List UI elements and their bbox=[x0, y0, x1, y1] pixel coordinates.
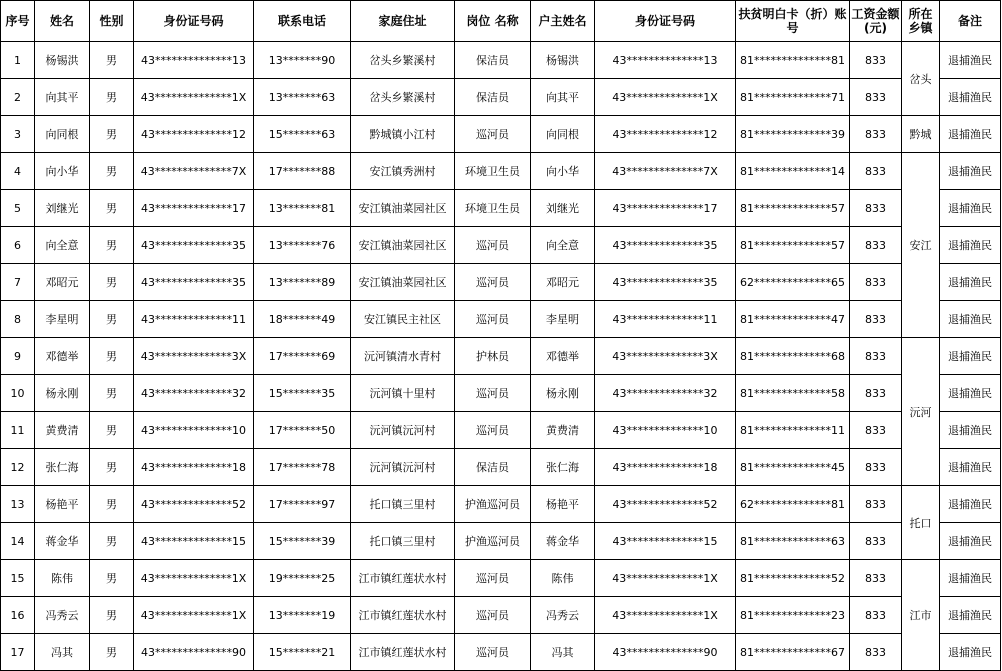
cell-address: 黔城镇小江村 bbox=[351, 116, 455, 153]
table-row bbox=[1, 375, 1001, 412]
header-phone: 联系电话 bbox=[254, 1, 351, 42]
cell-position: 保洁员 bbox=[455, 79, 531, 116]
cell-phone: 13*******90 bbox=[254, 42, 351, 79]
cell-householder: 陈伟 bbox=[531, 560, 595, 597]
cell-address: 沅河镇十里村 bbox=[351, 375, 455, 412]
cell-householder: 邓德举 bbox=[531, 338, 595, 375]
cell-phone: 15*******63 bbox=[254, 116, 351, 153]
cell-bank-account: 81**************47 bbox=[736, 301, 850, 338]
cell-seq: 3 bbox=[1, 116, 35, 153]
cell-householder-id: 43**************35 bbox=[595, 264, 736, 301]
cell-phone: 17*******88 bbox=[254, 153, 351, 190]
cell-householder-id: 43**************1X bbox=[595, 560, 736, 597]
cell-note: 退捕渔民 bbox=[940, 301, 1001, 338]
cell-bank-account: 81**************45 bbox=[736, 449, 850, 486]
cell-address: 江市镇红莲状水村 bbox=[351, 597, 455, 634]
cell-phone: 19*******25 bbox=[254, 560, 351, 597]
cell-gender: 男 bbox=[90, 375, 134, 412]
cell-address: 托口镇三里村 bbox=[351, 523, 455, 560]
header-gender: 性别 bbox=[90, 1, 134, 42]
cell-salary: 833 bbox=[850, 153, 902, 190]
table-row bbox=[1, 338, 1001, 375]
cell-phone: 13*******89 bbox=[254, 264, 351, 301]
cell-position: 巡河员 bbox=[455, 597, 531, 634]
cell-note: 退捕渔民 bbox=[940, 42, 1001, 79]
cell-id-number: 43**************18 bbox=[134, 449, 254, 486]
cell-bank-account: 81**************23 bbox=[736, 597, 850, 634]
cell-bank-account: 62**************65 bbox=[736, 264, 850, 301]
cell-householder-id: 43**************10 bbox=[595, 412, 736, 449]
cell-seq: 17 bbox=[1, 634, 35, 671]
header-note: 备注 bbox=[940, 1, 1001, 42]
cell-position: 保洁员 bbox=[455, 42, 531, 79]
cell-address: 安江镇秀洲村 bbox=[351, 153, 455, 190]
cell-position: 巡河员 bbox=[455, 412, 531, 449]
cell-township: 沅河 bbox=[902, 338, 940, 486]
cell-position: 巡河员 bbox=[455, 301, 531, 338]
table-row bbox=[1, 634, 1001, 671]
cell-seq: 10 bbox=[1, 375, 35, 412]
cell-seq: 7 bbox=[1, 264, 35, 301]
cell-township: 岔头 bbox=[902, 42, 940, 116]
cell-address: 托口镇三里村 bbox=[351, 486, 455, 523]
cell-note: 退捕渔民 bbox=[940, 116, 1001, 153]
cell-id-number: 43**************3X bbox=[134, 338, 254, 375]
cell-phone: 15*******39 bbox=[254, 523, 351, 560]
header-id-number: 身份证号码 bbox=[134, 1, 254, 42]
cell-householder-id: 43**************15 bbox=[595, 523, 736, 560]
cell-bank-account: 81**************58 bbox=[736, 375, 850, 412]
cell-id-number: 43**************13 bbox=[134, 42, 254, 79]
cell-bank-account: 81**************14 bbox=[736, 153, 850, 190]
cell-salary: 833 bbox=[850, 412, 902, 449]
cell-bank-account: 81**************11 bbox=[736, 412, 850, 449]
cell-note: 退捕渔民 bbox=[940, 190, 1001, 227]
cell-position: 巡河员 bbox=[455, 116, 531, 153]
cell-gender: 男 bbox=[90, 523, 134, 560]
cell-seq: 8 bbox=[1, 301, 35, 338]
cell-id-number: 43**************35 bbox=[134, 227, 254, 264]
header-householder: 户主姓名 bbox=[531, 1, 595, 42]
cell-gender: 男 bbox=[90, 116, 134, 153]
cell-position: 护林员 bbox=[455, 338, 531, 375]
cell-position: 巡河员 bbox=[455, 560, 531, 597]
cell-bank-account: 81**************57 bbox=[736, 227, 850, 264]
cell-id-number: 43**************52 bbox=[134, 486, 254, 523]
cell-phone: 17*******69 bbox=[254, 338, 351, 375]
cell-gender: 男 bbox=[90, 79, 134, 116]
cell-position: 巡河员 bbox=[455, 227, 531, 264]
cell-salary: 833 bbox=[850, 227, 902, 264]
table-row bbox=[1, 264, 1001, 301]
cell-note: 退捕渔民 bbox=[940, 449, 1001, 486]
cell-seq: 16 bbox=[1, 597, 35, 634]
cell-bank-account: 81**************52 bbox=[736, 560, 850, 597]
cell-address: 江市镇红莲状水村 bbox=[351, 560, 455, 597]
cell-householder-id: 43**************35 bbox=[595, 227, 736, 264]
cell-householder-id: 43**************32 bbox=[595, 375, 736, 412]
cell-gender: 男 bbox=[90, 338, 134, 375]
cell-householder-id: 43**************11 bbox=[595, 301, 736, 338]
cell-note: 退捕渔民 bbox=[940, 634, 1001, 671]
table-row bbox=[1, 523, 1001, 560]
cell-phone: 18*******49 bbox=[254, 301, 351, 338]
cell-name: 向其平 bbox=[35, 79, 90, 116]
cell-householder-id: 43**************12 bbox=[595, 116, 736, 153]
header-householder-id: 身份证号码 bbox=[595, 1, 736, 42]
cell-gender: 男 bbox=[90, 227, 134, 264]
header-salary: 工资金额(元) bbox=[850, 1, 902, 42]
cell-bank-account: 81**************63 bbox=[736, 523, 850, 560]
cell-position: 巡河员 bbox=[455, 634, 531, 671]
cell-salary: 833 bbox=[850, 560, 902, 597]
cell-name: 蒋金华 bbox=[35, 523, 90, 560]
cell-salary: 833 bbox=[850, 634, 902, 671]
cell-note: 退捕渔民 bbox=[940, 412, 1001, 449]
cell-name: 黄费清 bbox=[35, 412, 90, 449]
cell-bank-account: 81**************57 bbox=[736, 190, 850, 227]
cell-name: 冯秀云 bbox=[35, 597, 90, 634]
cell-id-number: 43**************12 bbox=[134, 116, 254, 153]
cell-address: 沅河镇沅河村 bbox=[351, 449, 455, 486]
cell-phone: 15*******21 bbox=[254, 634, 351, 671]
cell-name: 向小华 bbox=[35, 153, 90, 190]
cell-householder-id: 43**************17 bbox=[595, 190, 736, 227]
cell-position: 护渔巡河员 bbox=[455, 523, 531, 560]
cell-name: 向全意 bbox=[35, 227, 90, 264]
cell-householder-id: 43**************7X bbox=[595, 153, 736, 190]
cell-phone: 13*******19 bbox=[254, 597, 351, 634]
cell-householder: 向小华 bbox=[531, 153, 595, 190]
cell-township: 江市 bbox=[902, 560, 940, 671]
cell-id-number: 43**************10 bbox=[134, 412, 254, 449]
cell-address: 江市镇红莲状水村 bbox=[351, 634, 455, 671]
roster-body bbox=[1, 42, 1001, 671]
cell-name: 杨锡洪 bbox=[35, 42, 90, 79]
cell-householder: 向同根 bbox=[531, 116, 595, 153]
cell-salary: 833 bbox=[850, 79, 902, 116]
cell-householder-id: 43**************52 bbox=[595, 486, 736, 523]
cell-address: 安江镇油菜园社区 bbox=[351, 264, 455, 301]
cell-bank-account: 81**************68 bbox=[736, 338, 850, 375]
cell-gender: 男 bbox=[90, 486, 134, 523]
cell-salary: 833 bbox=[850, 449, 902, 486]
cell-id-number: 43**************32 bbox=[134, 375, 254, 412]
cell-address: 安江镇民主社区 bbox=[351, 301, 455, 338]
cell-bank-account: 81**************81 bbox=[736, 42, 850, 79]
cell-householder: 张仁海 bbox=[531, 449, 595, 486]
cell-gender: 男 bbox=[90, 634, 134, 671]
cell-name: 邓德举 bbox=[35, 338, 90, 375]
cell-id-number: 43**************17 bbox=[134, 190, 254, 227]
header-row bbox=[1, 1, 1001, 42]
header-name: 姓名 bbox=[35, 1, 90, 42]
cell-householder: 蒋金华 bbox=[531, 523, 595, 560]
cell-township: 安江 bbox=[902, 153, 940, 338]
cell-position: 巡河员 bbox=[455, 264, 531, 301]
cell-salary: 833 bbox=[850, 264, 902, 301]
cell-position: 巡河员 bbox=[455, 375, 531, 412]
cell-gender: 男 bbox=[90, 301, 134, 338]
cell-householder: 杨锡洪 bbox=[531, 42, 595, 79]
cell-householder-id: 43**************3X bbox=[595, 338, 736, 375]
cell-name: 杨艳平 bbox=[35, 486, 90, 523]
cell-salary: 833 bbox=[850, 523, 902, 560]
cell-name: 刘继光 bbox=[35, 190, 90, 227]
table-row bbox=[1, 597, 1001, 634]
cell-salary: 833 bbox=[850, 338, 902, 375]
cell-phone: 13*******76 bbox=[254, 227, 351, 264]
cell-gender: 男 bbox=[90, 449, 134, 486]
cell-address: 岔头乡繁溪村 bbox=[351, 42, 455, 79]
table-row bbox=[1, 449, 1001, 486]
cell-note: 退捕渔民 bbox=[940, 227, 1001, 264]
header-township: 所在乡镇 bbox=[902, 1, 940, 42]
table-row bbox=[1, 153, 1001, 190]
table-row bbox=[1, 301, 1001, 338]
cell-position: 护渔巡河员 bbox=[455, 486, 531, 523]
header-position: 岗位 名称 bbox=[455, 1, 531, 42]
cell-name: 邓昭元 bbox=[35, 264, 90, 301]
cell-bank-account: 62**************81 bbox=[736, 486, 850, 523]
cell-salary: 833 bbox=[850, 301, 902, 338]
cell-name: 杨永刚 bbox=[35, 375, 90, 412]
table-row bbox=[1, 227, 1001, 264]
cell-seq: 15 bbox=[1, 560, 35, 597]
cell-seq: 1 bbox=[1, 42, 35, 79]
cell-gender: 男 bbox=[90, 153, 134, 190]
cell-householder-id: 43**************1X bbox=[595, 597, 736, 634]
cell-householder: 冯秀云 bbox=[531, 597, 595, 634]
cell-householder-id: 43**************18 bbox=[595, 449, 736, 486]
cell-note: 退捕渔民 bbox=[940, 153, 1001, 190]
cell-gender: 男 bbox=[90, 560, 134, 597]
cell-seq: 2 bbox=[1, 79, 35, 116]
cell-township: 托口 bbox=[902, 486, 940, 560]
cell-householder: 向其平 bbox=[531, 79, 595, 116]
cell-seq: 11 bbox=[1, 412, 35, 449]
cell-note: 退捕渔民 bbox=[940, 375, 1001, 412]
cell-address: 安江镇油菜园社区 bbox=[351, 227, 455, 264]
cell-seq: 14 bbox=[1, 523, 35, 560]
cell-id-number: 43**************11 bbox=[134, 301, 254, 338]
cell-salary: 833 bbox=[850, 375, 902, 412]
cell-id-number: 43**************1X bbox=[134, 560, 254, 597]
cell-householder: 黄费清 bbox=[531, 412, 595, 449]
cell-address: 安江镇油菜园社区 bbox=[351, 190, 455, 227]
cell-bank-account: 81**************39 bbox=[736, 116, 850, 153]
cell-note: 退捕渔民 bbox=[940, 597, 1001, 634]
cell-township: 黔城 bbox=[902, 116, 940, 153]
cell-gender: 男 bbox=[90, 264, 134, 301]
table-row bbox=[1, 190, 1001, 227]
table-row bbox=[1, 486, 1001, 523]
cell-householder: 杨永刚 bbox=[531, 375, 595, 412]
cell-id-number: 43**************1X bbox=[134, 79, 254, 116]
table-row bbox=[1, 79, 1001, 116]
cell-seq: 6 bbox=[1, 227, 35, 264]
cell-position: 环境卫生员 bbox=[455, 190, 531, 227]
cell-gender: 男 bbox=[90, 42, 134, 79]
cell-address: 沅河镇清水青村 bbox=[351, 338, 455, 375]
cell-gender: 男 bbox=[90, 190, 134, 227]
cell-name: 冯其 bbox=[35, 634, 90, 671]
cell-id-number: 43**************90 bbox=[134, 634, 254, 671]
cell-salary: 833 bbox=[850, 42, 902, 79]
cell-seq: 5 bbox=[1, 190, 35, 227]
cell-householder: 冯其 bbox=[531, 634, 595, 671]
cell-householder-id: 43**************1X bbox=[595, 79, 736, 116]
cell-householder: 邓昭元 bbox=[531, 264, 595, 301]
header-seq: 序号 bbox=[1, 1, 35, 42]
header-bank-account: 扶贫明白卡（折）账号 bbox=[736, 1, 850, 42]
cell-seq: 13 bbox=[1, 486, 35, 523]
cell-name: 向同根 bbox=[35, 116, 90, 153]
cell-gender: 男 bbox=[90, 597, 134, 634]
cell-address: 沅河镇沅河村 bbox=[351, 412, 455, 449]
cell-householder-id: 43**************13 bbox=[595, 42, 736, 79]
cell-bank-account: 81**************67 bbox=[736, 634, 850, 671]
cell-address: 岔头乡繁溪村 bbox=[351, 79, 455, 116]
table-row bbox=[1, 560, 1001, 597]
table-row bbox=[1, 412, 1001, 449]
cell-phone: 13*******63 bbox=[254, 79, 351, 116]
cell-id-number: 43**************7X bbox=[134, 153, 254, 190]
cell-salary: 833 bbox=[850, 116, 902, 153]
header-address: 家庭住址 bbox=[351, 1, 455, 42]
cell-phone: 17*******78 bbox=[254, 449, 351, 486]
cell-phone: 17*******50 bbox=[254, 412, 351, 449]
cell-note: 退捕渔民 bbox=[940, 338, 1001, 375]
cell-note: 退捕渔民 bbox=[940, 560, 1001, 597]
cell-phone: 13*******81 bbox=[254, 190, 351, 227]
table-row bbox=[1, 42, 1001, 79]
cell-note: 退捕渔民 bbox=[940, 264, 1001, 301]
cell-note: 退捕渔民 bbox=[940, 79, 1001, 116]
cell-name: 陈伟 bbox=[35, 560, 90, 597]
table-row bbox=[1, 116, 1001, 153]
cell-id-number: 43**************1X bbox=[134, 597, 254, 634]
cell-phone: 15*******35 bbox=[254, 375, 351, 412]
cell-name: 李星明 bbox=[35, 301, 90, 338]
cell-phone: 17*******97 bbox=[254, 486, 351, 523]
cell-position: 保洁员 bbox=[455, 449, 531, 486]
cell-salary: 833 bbox=[850, 486, 902, 523]
cell-salary: 833 bbox=[850, 597, 902, 634]
cell-householder: 李星明 bbox=[531, 301, 595, 338]
cell-householder: 刘继光 bbox=[531, 190, 595, 227]
cell-householder: 杨艳平 bbox=[531, 486, 595, 523]
cell-householder: 向全意 bbox=[531, 227, 595, 264]
cell-seq: 12 bbox=[1, 449, 35, 486]
cell-seq: 4 bbox=[1, 153, 35, 190]
cell-note: 退捕渔民 bbox=[940, 523, 1001, 560]
cell-id-number: 43**************15 bbox=[134, 523, 254, 560]
cell-note: 退捕渔民 bbox=[940, 486, 1001, 523]
cell-householder-id: 43**************90 bbox=[595, 634, 736, 671]
cell-seq: 9 bbox=[1, 338, 35, 375]
cell-name: 张仁海 bbox=[35, 449, 90, 486]
cell-bank-account: 81**************71 bbox=[736, 79, 850, 116]
cell-salary: 833 bbox=[850, 190, 902, 227]
cell-gender: 男 bbox=[90, 412, 134, 449]
cell-position: 环境卫生员 bbox=[455, 153, 531, 190]
cell-id-number: 43**************35 bbox=[134, 264, 254, 301]
